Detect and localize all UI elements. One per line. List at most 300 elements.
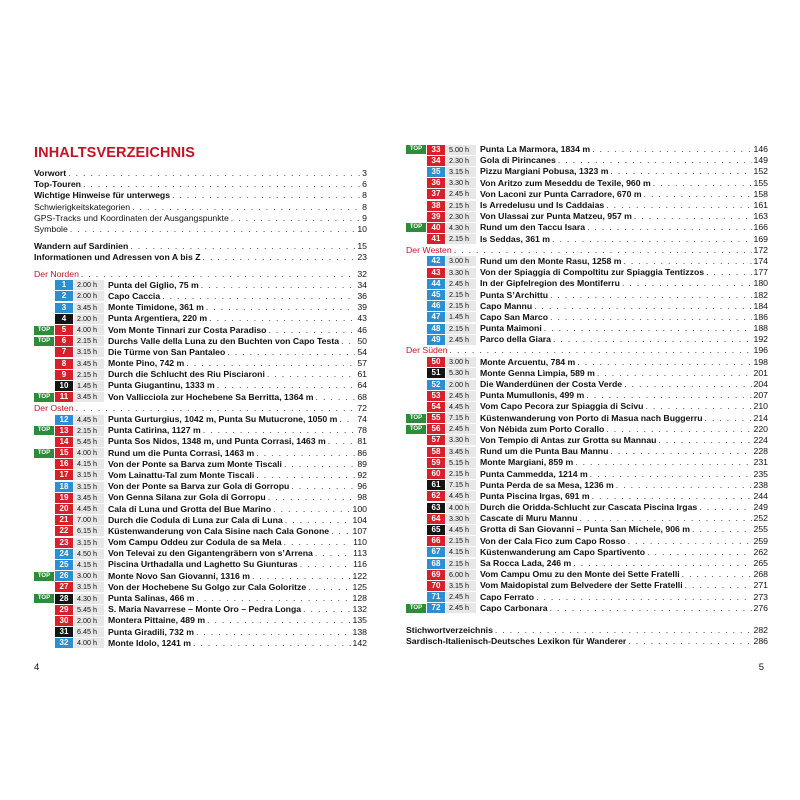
tour-time: 3.15 h — [446, 581, 476, 591]
tour-time: 4.45 h — [74, 415, 104, 425]
tour-time: 3.00 h — [74, 571, 104, 581]
tour-title: Capo Mannu — [480, 300, 533, 311]
tour-row[interactable] — [406, 569, 768, 580]
tour-row[interactable] — [406, 200, 768, 211]
top-slot — [34, 292, 54, 301]
top-slot — [34, 359, 54, 368]
tour-row[interactable] — [406, 301, 768, 312]
entry-page: 3 — [362, 168, 367, 179]
tour-number: 40 — [427, 223, 445, 233]
tour-title: Vom Lainattu-Tal zum Monte Tiscali — [108, 469, 255, 480]
tour-row[interactable] — [34, 358, 367, 369]
tour-number: 46 — [427, 301, 445, 311]
tour-row[interactable] — [406, 357, 768, 368]
leader-dots — [339, 414, 355, 425]
tour-number: 19 — [55, 493, 73, 503]
top-slot — [34, 572, 54, 581]
top-slot — [34, 281, 54, 290]
top-badge: TOP — [406, 425, 426, 434]
tour-time: 1.45 h — [74, 381, 104, 391]
tour-row[interactable] — [406, 278, 768, 289]
top-slot — [34, 560, 54, 569]
tour-title: Von Ulassai zur Punta Matzeu, 957 m — [480, 211, 632, 222]
leader-dots — [534, 301, 751, 312]
entry-page: 286 — [753, 636, 768, 647]
tour-row[interactable] — [34, 638, 367, 649]
tour-number: 49 — [427, 335, 445, 345]
leader-dots — [623, 256, 751, 267]
tour-page: 122 — [352, 570, 367, 581]
top-slot — [406, 537, 426, 546]
tour-row[interactable] — [34, 280, 367, 291]
tour-row[interactable] — [406, 603, 768, 614]
tour-row[interactable] — [406, 592, 768, 603]
tour-number: 28 — [55, 594, 73, 604]
tour-page: 132 — [352, 604, 367, 615]
tour-page: 34 — [357, 279, 367, 290]
tour-row[interactable] — [406, 491, 768, 502]
leader-dots — [206, 302, 355, 313]
section-heading[interactable] — [406, 245, 768, 256]
tour-row[interactable] — [406, 166, 768, 177]
tour-number: 44 — [427, 279, 445, 289]
tour-page: 201 — [753, 367, 768, 378]
tour-number: 3 — [55, 303, 73, 313]
tour-row[interactable] — [406, 390, 768, 401]
tour-title: Is Arredelusu und Is Caddaias — [480, 200, 605, 211]
top-slot — [34, 616, 54, 625]
entry-page: 282 — [753, 624, 768, 635]
tour-time: 2.15 h — [446, 201, 476, 211]
leader-dots — [203, 252, 356, 263]
tour-number: 24 — [55, 549, 73, 559]
leader-dots — [273, 504, 350, 515]
tour-time: 2.30 h — [446, 156, 476, 166]
top-slot — [34, 393, 54, 402]
tour-title: Monte Novo San Giovanni, 1316 m — [108, 570, 250, 581]
tour-title: Punta Sos Nidos, 1348 m, und Punta Corrasi, 1463 m — [108, 436, 326, 447]
tour-row[interactable] — [34, 582, 367, 593]
tour-number: 39 — [427, 212, 445, 222]
tour-row[interactable] — [34, 369, 367, 380]
tour-number: 43 — [427, 268, 445, 278]
tour-title: Punta Maimoni — [480, 323, 542, 334]
tour-row[interactable] — [406, 547, 768, 558]
top-slot — [406, 358, 426, 367]
top-slot — [406, 458, 426, 467]
tour-time: 4.45 h — [74, 504, 104, 514]
toc-entry[interactable] — [406, 625, 768, 636]
tour-title: Rund um die Punta Corrasi, 1463 m — [108, 447, 255, 458]
tour-page: 182 — [753, 289, 768, 300]
leader-dots — [162, 291, 355, 302]
tour-page: 68 — [357, 391, 367, 402]
tour-time: 4.45 h — [446, 491, 476, 501]
entry-label: Vorwort — [34, 168, 67, 179]
tour-title: Von Televai zu den Gigantengräbern von s’Arrena — [108, 548, 313, 559]
tour-title: Punta Giradili, 732 m — [108, 626, 194, 637]
tour-row[interactable] — [406, 457, 768, 468]
leader-dots — [592, 491, 752, 502]
tour-number: 42 — [427, 256, 445, 266]
tour-title: Punta Gurturgius, 1042 m, Punta Su Mutucrone, 1050 m — [108, 414, 338, 425]
tour-row[interactable] — [406, 435, 768, 446]
tour-row[interactable] — [34, 627, 367, 638]
tour-number: 15 — [55, 448, 73, 458]
section-page: 172 — [753, 244, 768, 255]
section-page: 32 — [357, 268, 367, 279]
tour-time: 2.45 h — [446, 189, 476, 199]
entry-page: 23 — [357, 251, 367, 262]
tour-time: 4.15 h — [74, 459, 104, 469]
tour-title: Von der Spiaggia di Compoltitu zur Spiaggia Tentizzos — [480, 267, 705, 278]
tour-row[interactable] — [34, 425, 367, 436]
tour-row[interactable] — [34, 392, 367, 403]
leader-dots — [692, 524, 751, 535]
toc-entry[interactable] — [34, 241, 367, 252]
leader-dots — [610, 446, 751, 457]
top-slot — [406, 190, 426, 199]
tour-time: 2.45 h — [446, 424, 476, 434]
top-slot — [406, 179, 426, 188]
tour-title: Cascate di Muru Mannu — [480, 513, 578, 524]
top-slot — [406, 414, 426, 423]
tour-row[interactable] — [406, 513, 768, 524]
toc-entry[interactable] — [406, 636, 768, 647]
leader-dots — [70, 224, 356, 235]
leader-dots — [616, 480, 752, 491]
tour-row[interactable] — [406, 256, 768, 267]
tour-row[interactable] — [406, 413, 768, 424]
tour-page: 138 — [352, 626, 367, 637]
tour-title: Küstenwanderung von Cala Sisine nach Cala Gonone — [108, 525, 330, 536]
page-number-left: 4 — [34, 662, 40, 673]
tour-row[interactable] — [34, 604, 367, 615]
leader-dots — [285, 515, 351, 526]
toc-entry[interactable] — [34, 252, 367, 263]
tour-page: 259 — [753, 535, 768, 546]
tour-number: 12 — [55, 415, 73, 425]
tour-time: 7.15 h — [446, 480, 476, 490]
tour-row[interactable] — [34, 526, 367, 537]
tour-page: 96 — [357, 481, 367, 492]
tour-row[interactable] — [34, 548, 367, 559]
tour-row[interactable] — [406, 312, 768, 323]
leader-dots — [682, 569, 752, 580]
tour-time: 6.15 h — [74, 526, 104, 536]
leader-dots — [284, 459, 355, 470]
tour-number: 64 — [427, 514, 445, 524]
tour-title: Punta Cammedda, 1214 m — [480, 468, 588, 479]
section-page: 196 — [753, 345, 768, 356]
entry-page: 8 — [362, 201, 367, 212]
toc-entry[interactable] — [34, 190, 367, 201]
tour-number: 56 — [427, 424, 445, 434]
tour-title: Von Vallicciola zur Hochebene Sa Berritta, 1364 m — [108, 391, 314, 402]
toc-entry[interactable] — [34, 179, 367, 190]
top-slot — [34, 639, 54, 648]
tour-row[interactable] — [406, 558, 768, 569]
tour-time: 3.45 h — [74, 392, 104, 402]
top-slot — [406, 525, 426, 534]
entry-page: 10 — [357, 224, 367, 235]
leader-dots — [269, 325, 356, 336]
top-slot — [406, 279, 426, 288]
section-heading[interactable] — [406, 345, 768, 356]
tour-title: Durch die Codula di Luna zur Cala di Luna — [108, 514, 283, 525]
right-column — [406, 144, 768, 647]
leader-dots — [628, 636, 751, 647]
tour-time: 3.30 h — [446, 178, 476, 188]
tour-row[interactable] — [406, 468, 768, 479]
top-slot — [406, 313, 426, 322]
tour-title: Monte Timidone, 361 m — [108, 302, 204, 313]
tour-row[interactable] — [406, 267, 768, 278]
tour-number: 57 — [427, 435, 445, 445]
section-heading[interactable] — [34, 269, 367, 280]
top-badge: TOP — [34, 393, 54, 402]
top-slot — [34, 628, 54, 637]
tour-row[interactable] — [406, 401, 768, 412]
leader-dots — [316, 392, 356, 403]
tour-title: Gola di Pirincanes — [480, 155, 556, 166]
tour-time: 4.15 h — [74, 560, 104, 570]
top-slot — [406, 492, 426, 501]
leader-dots — [550, 603, 752, 614]
entry-page: 9 — [362, 212, 367, 223]
tour-page: 86 — [357, 447, 367, 458]
tour-title: Vom Campu Oddeu zur Codula de sa Mela — [108, 537, 282, 548]
tour-title: Punta S’Archittu — [480, 289, 549, 300]
leader-dots — [76, 403, 356, 414]
tour-page: 192 — [753, 334, 768, 345]
tour-row[interactable] — [406, 155, 768, 166]
tour-time: 2.00 h — [74, 291, 104, 301]
tour-time: 2.15 h — [446, 234, 476, 244]
tour-title: Monte Margiani, 859 m — [480, 457, 574, 468]
tour-row[interactable] — [406, 536, 768, 547]
tour-number: 67 — [427, 547, 445, 557]
tour-number: 47 — [427, 312, 445, 322]
tour-title: Küstenwanderung am Capo Spartivento — [480, 546, 646, 557]
tour-row[interactable] — [406, 211, 768, 222]
tour-page: 116 — [353, 559, 367, 570]
leader-dots — [624, 379, 751, 390]
tour-row[interactable] — [34, 470, 367, 481]
tour-number: 63 — [427, 503, 445, 513]
tour-title: Von Tempio di Antas zur Grotta su Mannau — [480, 434, 657, 445]
leader-dots — [606, 200, 751, 211]
top-slot — [34, 538, 54, 547]
tour-time: 3.15 h — [74, 482, 104, 492]
tour-title: Monte Idolo, 1241 m — [108, 637, 192, 648]
tour-title: Punta La Marmora, 1834 m — [480, 144, 591, 155]
top-slot — [34, 337, 54, 346]
tour-time: 3.45 h — [446, 447, 476, 457]
top-slot — [406, 268, 426, 277]
tour-page: 128 — [352, 593, 367, 604]
leader-dots — [495, 625, 752, 636]
leader-dots — [217, 380, 356, 391]
tour-row[interactable] — [406, 222, 768, 233]
tour-time: 2.45 h — [446, 279, 476, 289]
tour-row[interactable] — [406, 323, 768, 334]
tour-number: 26 — [55, 571, 73, 581]
tour-number: 18 — [55, 482, 73, 492]
tour-page: 78 — [357, 425, 367, 436]
page-title: INHALTSVERZEICHNIS — [34, 145, 196, 161]
leader-dots — [573, 558, 751, 569]
tour-title: Von der Ponte sa Barva zum Monte Tiscali — [108, 458, 282, 469]
tour-row[interactable] — [406, 524, 768, 535]
tour-page: 224 — [753, 434, 768, 445]
section-page: 72 — [357, 402, 367, 413]
tour-row[interactable] — [34, 593, 367, 604]
tour-row[interactable] — [406, 289, 768, 300]
tour-number: 45 — [427, 290, 445, 300]
top-slot — [406, 369, 426, 378]
top-slot — [406, 503, 426, 512]
tour-page: 107 — [352, 525, 367, 536]
tour-row[interactable] — [34, 291, 367, 302]
tour-number: 59 — [427, 458, 445, 468]
tour-row[interactable] — [406, 480, 768, 491]
tour-page: 169 — [753, 233, 768, 244]
top-slot — [34, 314, 54, 323]
tour-row[interactable] — [34, 481, 367, 492]
top-slot — [406, 223, 426, 232]
tour-row[interactable] — [406, 502, 768, 513]
toc-entry[interactable] — [34, 168, 367, 179]
tour-row[interactable] — [34, 503, 367, 514]
leader-dots — [300, 559, 351, 570]
tour-time: 3.45 h — [74, 359, 104, 369]
leader-dots — [628, 536, 752, 547]
tour-page: 54 — [357, 346, 367, 357]
leader-dots — [267, 369, 355, 380]
tour-row[interactable] — [406, 446, 768, 457]
tour-row[interactable] — [34, 571, 367, 582]
leader-dots — [256, 448, 355, 459]
tour-page: 39 — [357, 302, 367, 313]
top-slot — [406, 156, 426, 165]
leader-dots — [577, 357, 751, 368]
tour-row[interactable] — [34, 336, 367, 347]
tour-row[interactable] — [406, 178, 768, 189]
tour-row[interactable] — [34, 302, 367, 313]
tour-page: 180 — [753, 278, 768, 289]
section-heading[interactable] — [34, 403, 367, 414]
tour-row[interactable] — [34, 537, 367, 548]
tour-time: 5.30 h — [446, 368, 476, 378]
tour-title: Punta Piscina Irgas, 691 m — [480, 490, 590, 501]
tour-row[interactable] — [34, 436, 367, 447]
top-slot — [406, 167, 426, 176]
tour-title: Vom Monte Tinnari zur Costa Paradiso — [108, 324, 267, 335]
tour-page: 81 — [357, 436, 367, 447]
tour-time: 4.30 h — [446, 223, 476, 233]
leader-dots — [83, 179, 360, 190]
entry-label: Symbole — [34, 224, 68, 235]
leader-dots — [646, 401, 752, 412]
toc-entry[interactable] — [34, 224, 367, 235]
top-badge: TOP — [34, 594, 54, 603]
top-slot — [406, 604, 426, 613]
top-slot — [406, 257, 426, 266]
section-name: Der Norden — [34, 268, 79, 279]
entry-label: Stichwortverzeichnis — [406, 624, 493, 635]
tour-time: 2.00 h — [74, 280, 104, 290]
toc-entry[interactable] — [34, 202, 367, 213]
section-name: Der Osten — [34, 402, 74, 413]
tour-row[interactable] — [34, 414, 367, 425]
tour-row[interactable] — [406, 424, 768, 435]
tour-time: 2.15 h — [446, 469, 476, 479]
tour-title: Die Türme von San Pantaleo — [108, 346, 226, 357]
tour-row[interactable] — [34, 615, 367, 626]
tour-page: 155 — [753, 177, 768, 188]
top-slot — [34, 594, 54, 603]
tour-row[interactable] — [34, 313, 367, 324]
tour-number: 34 — [427, 156, 445, 166]
tour-row[interactable] — [406, 368, 768, 379]
tour-row[interactable] — [406, 334, 768, 345]
leader-dots — [592, 144, 751, 155]
entry-page: 15 — [357, 240, 367, 251]
tour-number: 22 — [55, 526, 73, 536]
tour-number: 48 — [427, 324, 445, 334]
tour-row[interactable] — [406, 144, 768, 155]
top-slot — [34, 449, 54, 458]
tour-row[interactable] — [34, 559, 367, 570]
top-badge: TOP — [406, 604, 426, 613]
top-slot — [34, 415, 54, 424]
top-slot — [406, 548, 426, 557]
top-slot — [406, 324, 426, 333]
tour-row[interactable] — [34, 448, 367, 459]
tour-row[interactable] — [406, 234, 768, 245]
tour-row[interactable] — [406, 580, 768, 591]
tour-row[interactable] — [34, 492, 367, 503]
tour-row[interactable] — [34, 459, 367, 470]
tour-row[interactable] — [34, 347, 367, 358]
top-slot — [406, 481, 426, 490]
leader-dots — [186, 358, 355, 369]
top-slot — [406, 402, 426, 411]
tour-row[interactable] — [34, 380, 367, 391]
tour-time: 2.15 h — [446, 324, 476, 334]
tour-number: 70 — [427, 581, 445, 591]
leader-dots — [634, 211, 752, 222]
top-slot — [34, 370, 54, 379]
leader-dots — [315, 548, 351, 559]
leader-dots — [653, 178, 752, 189]
tour-page: 158 — [753, 188, 768, 199]
tour-time: 1.45 h — [446, 312, 476, 322]
left-sections — [34, 263, 367, 649]
tour-row[interactable] — [406, 379, 768, 390]
entry-page: 6 — [362, 179, 367, 190]
tour-number: 58 — [427, 447, 445, 457]
tour-row[interactable] — [34, 324, 367, 335]
tour-title: In der Gipfelregion des Montiferru — [480, 278, 620, 289]
toc-entry[interactable] — [34, 213, 367, 224]
top-slot — [406, 302, 426, 311]
tour-title: Durch die Schlucht des Riu Pisciaroni — [108, 369, 265, 380]
tour-row[interactable] — [406, 189, 768, 200]
tour-row[interactable] — [34, 515, 367, 526]
tour-number: 6 — [55, 336, 73, 346]
